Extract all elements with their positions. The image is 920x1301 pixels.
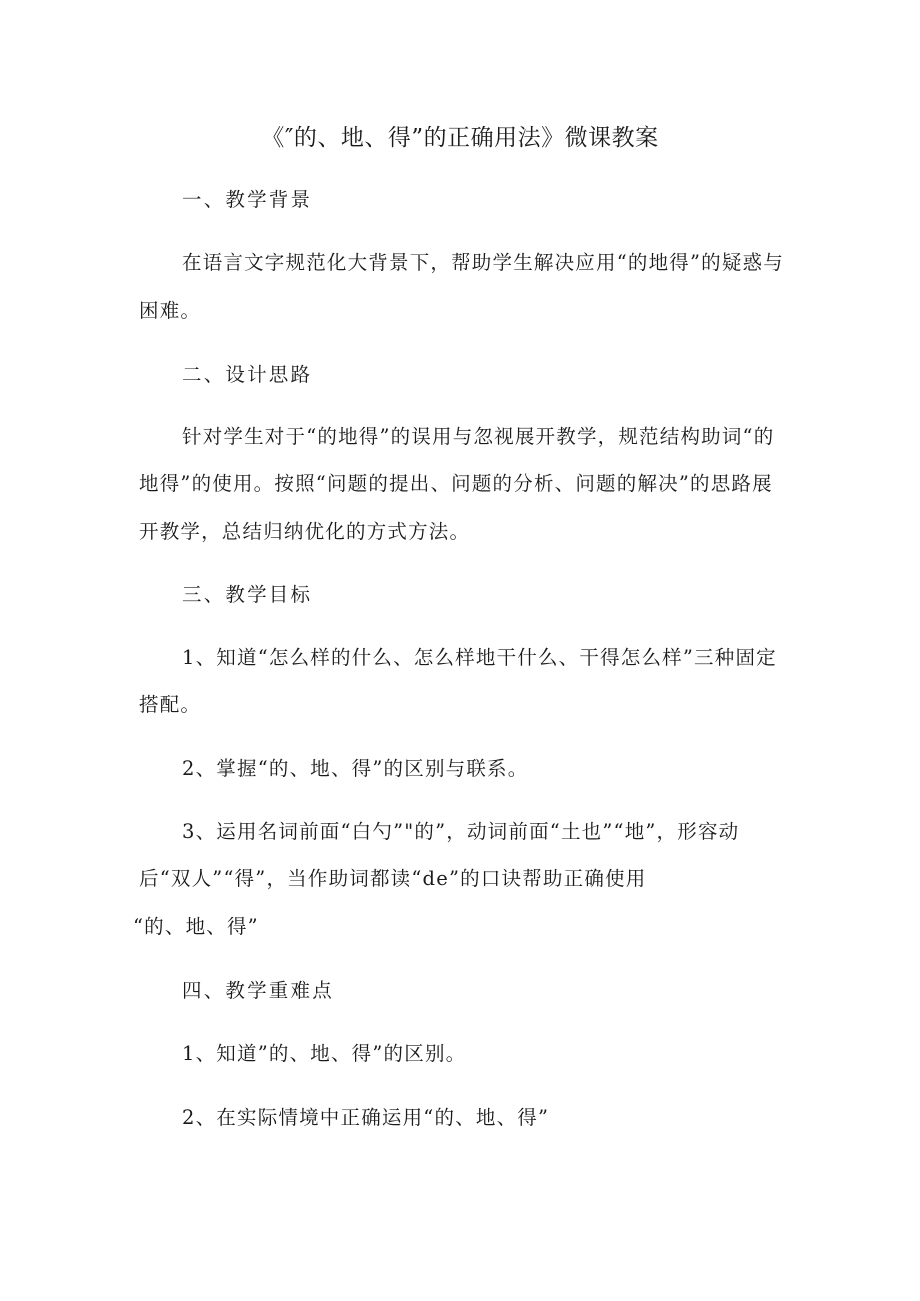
paragraph-line: 针对学生对于“的地得”的误用与忽视展开教学，规范结构助词“的 [182, 425, 775, 448]
paragraph-line: 2、掌握“的、地、得”的区别与联系。 [182, 757, 529, 780]
section-heading-key-points: 四、教学重难点 [182, 979, 334, 1002]
paragraph-line: 地得”的使用。按照“问题的提出、问题的分析、问题的解决”的思路展 [139, 472, 773, 495]
paragraph-line: 在语言文字规范化大背景下，帮助学生解决应用“的地得”的疑惑与 [182, 251, 784, 274]
paragraph-line: 1、知道“怎么样的什么、怎么样地干什么、干得怎么样”三种固定 [182, 646, 777, 669]
paragraph-line: “的、地、得” [133, 915, 259, 938]
paragraph-line: 1、知道”的、地、得”的区别。 [182, 1042, 467, 1065]
paragraph-line: 搭配。 [139, 693, 202, 716]
section-heading-design: 二、设计思路 [182, 363, 313, 386]
paragraph-line: 开教学，总结归纳优化的方式方法。 [139, 520, 471, 543]
paragraph-line: 3、运用名词前面“白勺”"的”，动词前面“土也”“地”，形容动 [182, 820, 740, 843]
paragraph-line: 2、在实际情境中正确运用“的、地、得” [182, 1106, 550, 1129]
paragraph-line: 困难。 [139, 299, 202, 322]
section-heading-objectives: 三、教学目标 [182, 583, 313, 606]
document-title: 《″的、地、得”的正确用法》微课教案 [261, 125, 659, 151]
paragraph-line: 后“双人”“得”，当作助词都读“de”的口诀帮助正确使用 [139, 867, 647, 890]
section-heading-background: 一、教学背景 [182, 188, 313, 211]
